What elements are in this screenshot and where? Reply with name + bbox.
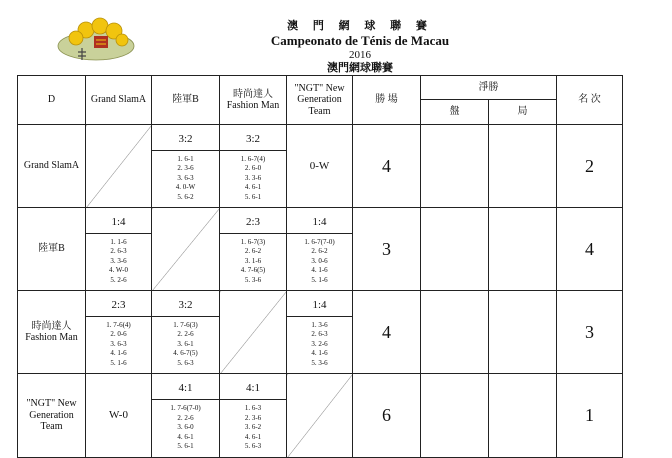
match-score: 3:2 <box>220 130 286 151</box>
set-score: 2. 6-2 <box>311 247 328 256</box>
header-games: 局 <box>489 100 557 125</box>
set-score: 2. 0-6 <box>110 330 127 339</box>
header-team-4: "NGT" New Generation Team <box>287 76 353 125</box>
set-score: 5. 6-3 <box>244 442 262 451</box>
set-score: 2. 3-6 <box>244 413 262 422</box>
year: 2016 <box>349 49 371 61</box>
wins-cell: 3 <box>353 208 421 291</box>
set-score: 1. 6-1 <box>177 154 194 163</box>
set-score: 4. 1-6 <box>311 266 328 275</box>
rank-cell: 3 <box>557 291 623 374</box>
match-score: 3:2 <box>152 296 219 317</box>
set-score: 1. 6-7(4) <box>240 154 266 163</box>
set-score: 3. 2-6 <box>311 339 328 348</box>
net-sets-cell <box>421 125 489 208</box>
set-score: 5. 6-2 <box>177 192 194 201</box>
subtitle: 澳門網球聯賽 <box>327 62 393 74</box>
header-d: D <box>18 76 86 125</box>
match-cell <box>220 374 287 457</box>
set-score: 2. 6-0 <box>244 164 262 173</box>
net-games-cell <box>489 208 557 291</box>
set-score: 1. 1-6 <box>110 237 127 246</box>
wins-cell: 6 <box>353 374 421 457</box>
header-rank: 名 次 <box>557 76 623 125</box>
self-match-cell <box>220 291 287 374</box>
set-score: 4. 0-W <box>175 183 196 192</box>
rank-cell: 4 <box>557 208 623 291</box>
macau-tennis-logo <box>56 14 136 64</box>
table-row <box>18 291 623 374</box>
row-team-name: Grand SlamA <box>18 125 86 208</box>
set-score: 4. 1-6 <box>311 349 328 358</box>
set-score: 4. 1-6 <box>110 349 127 358</box>
match-cell <box>220 125 287 208</box>
row-team-name: 陸軍B <box>18 208 86 291</box>
set-score: 5. 1-6 <box>110 358 127 367</box>
set-score: 5. 1-6 <box>311 275 328 284</box>
set-score: 5. 6-3 <box>177 358 194 367</box>
set-score: 4. 6-7(5) <box>173 349 198 358</box>
match-score: 2:3 <box>220 213 286 234</box>
set-score: 4. 6-1 <box>177 432 194 441</box>
table-row <box>18 125 623 208</box>
set-score: 3. 6-0 <box>177 423 194 432</box>
set-score: 3. 0-6 <box>311 256 328 265</box>
set-score: 4. 7-6(5) <box>240 266 266 275</box>
set-score: 2. 6-3 <box>311 330 328 339</box>
rank-cell: 2 <box>557 125 623 208</box>
set-score: 2. 6-2 <box>244 247 262 256</box>
header-wins: 勝 場 <box>353 76 421 125</box>
match-cell <box>152 374 220 457</box>
set-score: 3. 3-6 <box>244 173 262 182</box>
set-score: 5. 6-1 <box>177 442 194 451</box>
set-score: 1. 6-3 <box>244 404 262 413</box>
match-cell <box>86 291 152 374</box>
walkover-cell: W-0 <box>86 374 152 457</box>
set-score: 4. 6-1 <box>244 183 262 192</box>
net-games-cell <box>489 125 557 208</box>
set-score: 3. 6-3 <box>177 173 194 182</box>
set-score: 3. 3-6 <box>110 256 127 265</box>
self-match-cell <box>152 208 220 291</box>
net-sets-cell <box>421 291 489 374</box>
set-score: 3. 1-6 <box>244 256 262 265</box>
set-score: 1. 6-7(3) <box>240 237 266 246</box>
set-score: 2. 3-6 <box>177 164 194 173</box>
match-score: 3:2 <box>152 130 219 151</box>
match-cell <box>287 291 353 374</box>
self-match-cell <box>86 125 152 208</box>
title-portuguese: Campeonato de Ténis de Macau <box>270 33 450 48</box>
header-team-2: 陸軍B <box>152 76 220 125</box>
match-cell <box>152 125 220 208</box>
set-score: 5. 3-6 <box>244 275 262 284</box>
set-score: 1. 7-6(3) <box>173 320 198 329</box>
set-score: 2. 6-3 <box>110 247 127 256</box>
match-score: 1:4 <box>287 296 352 317</box>
match-cell <box>152 291 220 374</box>
rank-cell: 1 <box>557 374 623 457</box>
row-team-name: "NGT" New Generation Team <box>18 374 86 457</box>
match-score: 2:3 <box>86 296 151 317</box>
match-score: 1:4 <box>287 213 352 234</box>
set-score: 3. 6-3 <box>110 339 127 348</box>
net-games-cell <box>489 291 557 374</box>
set-score: 3. 6-1 <box>177 339 194 348</box>
match-score: 4:1 <box>220 379 286 400</box>
header-net: 淨勝 <box>421 76 557 100</box>
set-score: 2. 2-6 <box>177 330 194 339</box>
match-cell <box>287 208 353 291</box>
header-team-1: Grand SlamA <box>86 76 152 125</box>
set-score: 5. 2-6 <box>110 275 127 284</box>
net-sets-cell <box>421 208 489 291</box>
results-table <box>17 75 623 458</box>
table-row <box>18 208 623 291</box>
table-row <box>18 374 623 457</box>
header-team-3: 時尚達人 Fashion Man <box>220 76 287 125</box>
match-cell <box>86 208 152 291</box>
set-score: 5. 3-6 <box>311 358 328 367</box>
wins-cell: 4 <box>353 291 421 374</box>
match-score: 4:1 <box>152 379 219 400</box>
set-score: 4. 6-1 <box>244 432 262 441</box>
set-score: 1. 6-7(7-0) <box>304 237 335 246</box>
set-score: 1. 3-6 <box>311 320 328 329</box>
header-sets: 盤 <box>421 100 489 125</box>
net-sets-cell <box>421 374 489 457</box>
self-match-cell <box>287 374 353 457</box>
walkover-cell: 0-W <box>287 125 353 208</box>
set-score: 5. 6-1 <box>244 192 262 201</box>
set-score: 1. 7-6(4) <box>106 320 131 329</box>
match-score: 1:4 <box>86 213 151 234</box>
row-team-name: 時尚達人 Fashion Man <box>18 291 86 374</box>
net-games-cell <box>489 374 557 457</box>
set-score: 4. W-0 <box>109 266 128 275</box>
title-chinese: 澳 門 網 球 聯 賽 <box>287 20 433 32</box>
match-cell <box>220 208 287 291</box>
set-score: 1. 7-6(7-0) <box>170 404 201 413</box>
wins-cell: 4 <box>353 125 421 208</box>
set-score: 3. 6-2 <box>244 423 262 432</box>
set-score: 2. 2-6 <box>177 413 194 422</box>
